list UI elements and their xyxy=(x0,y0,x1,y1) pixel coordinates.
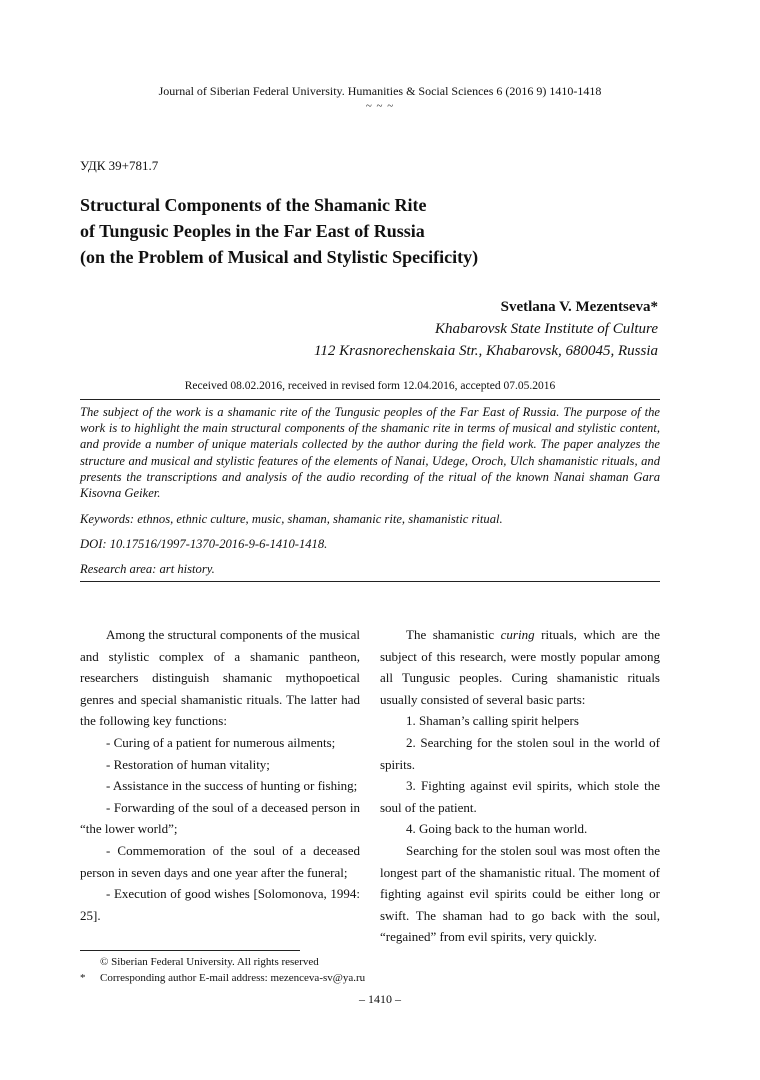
author-address: 112 Krasnorechenskaia Str., Khabarovsk, 680045, Russia xyxy=(313,343,658,359)
abstract-bottom-rule xyxy=(80,581,660,582)
abstract: The subject of the work is a shamanic rite of the Tungusic peoples of the Far East of Russia. The purpose of the work is to highlight the main structural components of the shamanic rite in terms of musical and stylistic content, and provide a number of unique materials collected by the author during the field work. The paper analyzes the structure and musical and stylistic features of the elements of Nanai, Udege, Oroch, Ulch shamanistic rituals, and presents the transcriptions and analysis of the audio recording of the ritual of the known Nanai shaman Gara Kisovna Geiker. xyxy=(80,405,660,501)
author-institution: Khabarovsk State Institute of Culture xyxy=(434,321,658,337)
list-item: 2. Searching for the stolen soul in the world of spirits. xyxy=(380,734,660,772)
body-paragraph: Among the structural components of the musical and stylistic complex of a shamanic pantheon, researchers distinguish shamanic mythopoetical genres and special shamanistic rituals. The latter had the following key functions: xyxy=(80,627,360,729)
doi: DOI: 10.17516/1997-1370-2016-9-6-1410-1418. xyxy=(80,537,328,551)
page-number: – 1410 – xyxy=(359,992,401,1006)
text-run: The shamanistic xyxy=(406,627,501,642)
received-dates: Received 08.02.2016, received in revised form 12.04.2016, accepted 07.05.2016 xyxy=(184,380,556,392)
list-item: - Restoration of human vitality; xyxy=(106,756,270,772)
footnote-corresponding xyxy=(80,970,365,986)
list-item: 4. Going back to the human world. xyxy=(406,821,588,837)
footnote-star: * xyxy=(80,972,86,984)
author-block xyxy=(314,296,658,362)
list-item: - Forwarding of the soul of a deceased person in “the lower world”; xyxy=(80,799,360,837)
list-item: 1. Shaman’s calling spirit helpers xyxy=(406,713,579,729)
title-line-1: Structural Components of the Shamanic Rite xyxy=(80,195,427,215)
title-line-3: (on the Problem of Musical and Stylistic Specificity) xyxy=(80,247,479,267)
body-paragraph: Searching for the stolen soul was most often the longest part of the shamanistic ritual. The moment of fighting against evil spirits could be either long or swift. The shaman had to go back with the soul, “regained” from evil spirits, very quickly. xyxy=(380,842,660,945)
footnote-rule xyxy=(80,950,300,951)
emphasis-curing: curing xyxy=(500,627,535,642)
article-title xyxy=(80,192,680,270)
body-column-right xyxy=(380,624,660,948)
footnote-copyright: © Siberian Federal University. All rights reserved xyxy=(100,956,319,968)
list-item: - Curing of a patient for numerous ailments; xyxy=(106,734,336,750)
footnote-email: Corresponding author E-mail address: mezenceva-sv@ya.ru xyxy=(100,972,366,984)
list-item: - Assistance in the success of hunting or fishing; xyxy=(106,778,358,794)
body-paragraph xyxy=(380,624,660,710)
journal-header: Journal of Siberian Federal University. Humanities & Social Sciences 6 (2016 9) 1410-1418 xyxy=(158,84,602,98)
list-item: - Commemoration of the soul of a deceased person in seven days and one year after the funeral; xyxy=(80,842,360,880)
body-column-left xyxy=(80,624,360,926)
title-line-2: of Tungusic Peoples in the Far East of Russia xyxy=(80,221,425,241)
text-run: rituals, which are the subject of this research, were mostly popular among all Tungusic peoples. Curing shamanistic rituals usually consisted of several basic parts: xyxy=(380,627,660,707)
author-name: Svetlana V. Mezentseva* xyxy=(500,299,658,315)
research-area: Research area: art history. xyxy=(80,562,215,576)
list-item: 3. Fighting against evil spirits, which stole the soul of the patient. xyxy=(380,778,660,815)
udk-code: УДК 39+781.7 xyxy=(80,158,159,173)
list-item: - Execution of good wishes [Solomonova, 1994: 25]. xyxy=(80,886,360,923)
header-ornament: ~ ~ ~ xyxy=(365,100,395,112)
keywords: Keywords: ethnos, ethnic culture, music, shaman, shamanic rite, shamanistic ritual. xyxy=(80,512,503,526)
abstract-top-rule xyxy=(80,399,660,400)
